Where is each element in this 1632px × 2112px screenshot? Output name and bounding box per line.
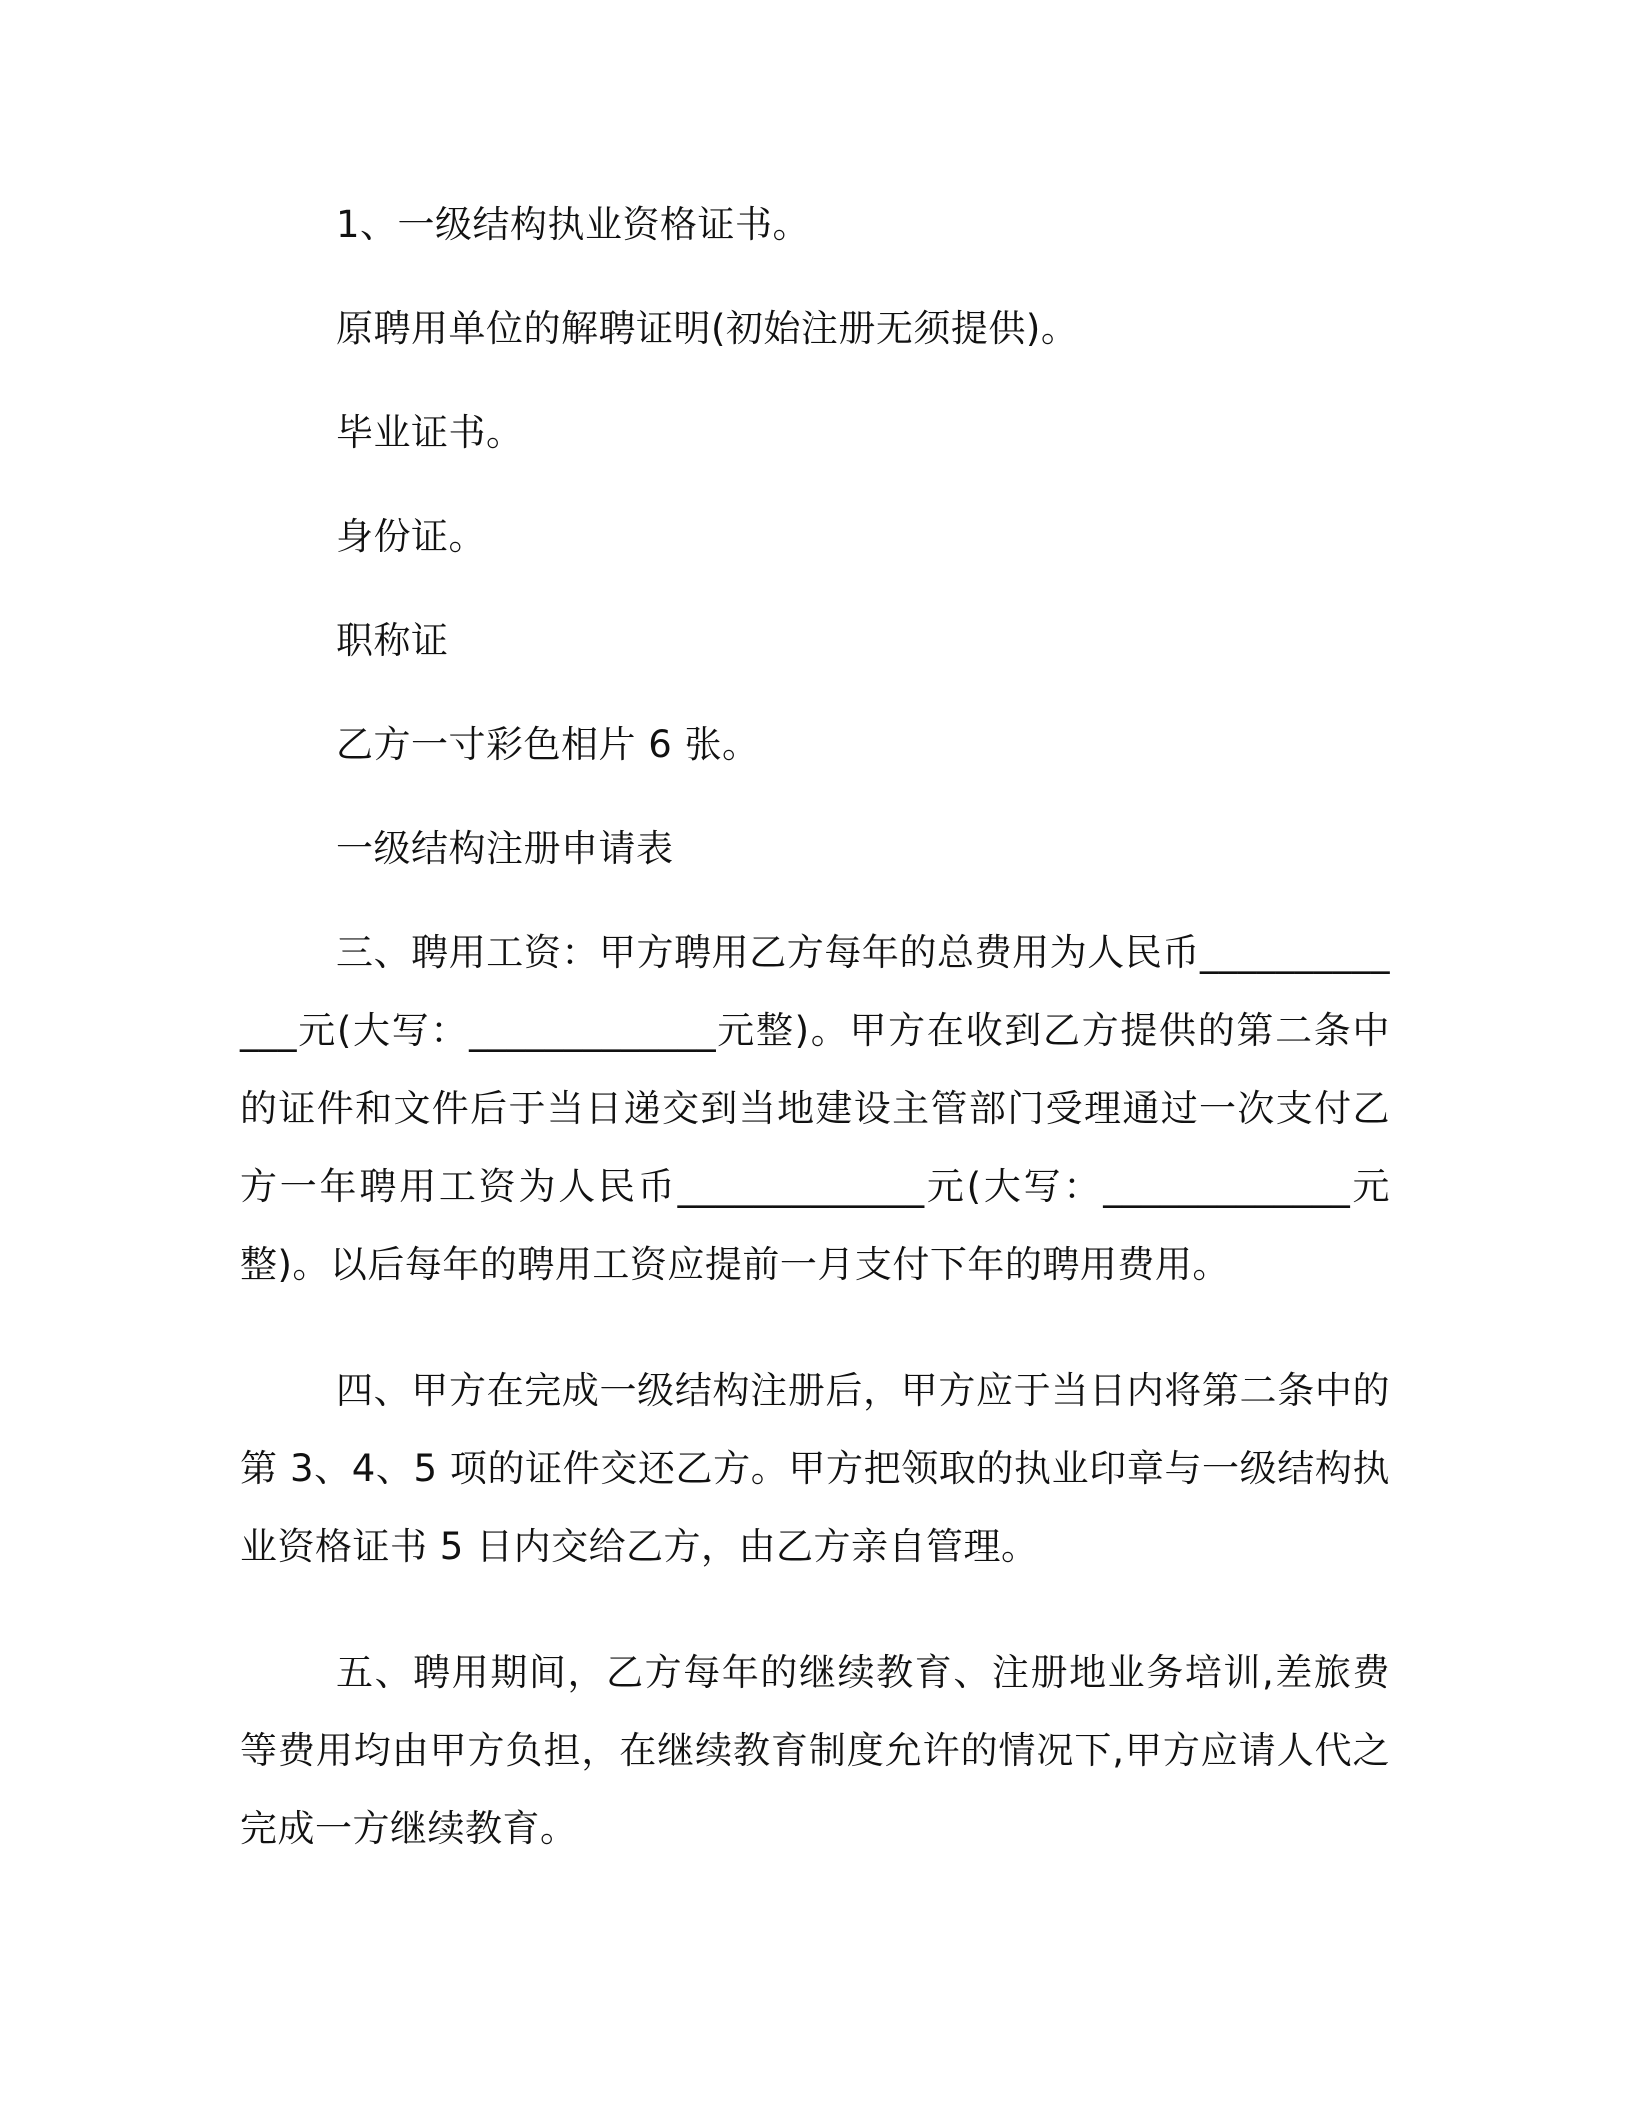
list-item-application-form: 一级结构注册申请表 <box>336 827 674 870</box>
list-item-title-certificate: 职称证 <box>336 619 449 662</box>
paragraph-registration: 四、甲方在完成一级结构注册后，甲方应于当日内将第二条中的第 3、4、5 项的证件交还乙方。甲方把领取的执业印章与一级结构执业资格证书 5 日内交给乙方，由乙方亲自管理。 <box>240 1369 1390 1568</box>
list-item-certificate: 1、一级结构执业资格证书。 <box>336 203 811 246</box>
document-body <box>240 186 1390 1868</box>
list-item-id-card: 身份证。 <box>336 515 486 558</box>
list-item-photos: 乙方一寸彩色相片 6 张。 <box>336 723 760 766</box>
paragraph-salary: 三、聘用工资：甲方聘用乙方每年的总费用为人民币_____________元(大写：_____________元整)。甲方在收到乙方提供的第二条中的证件和文件后于当日递交到当地建设主管部门受理通过一次支付乙方一年聘用工资为人民币_____________元(大写：_____________元整)。以后每年的聘用工资应提前一月支付下年的聘用费用。 <box>240 931 1390 1286</box>
list-item-diploma: 毕业证书。 <box>336 411 524 454</box>
paragraph-education: 五、聘用期间，乙方每年的继续教育、注册地业务培训,差旅费等费用均由甲方负担，在继续教育制度允许的情况下,甲方应请人代之完成一方继续教育。 <box>240 1651 1390 1850</box>
list-item-dismissal-proof: 原聘用单位的解聘证明(初始注册无须提供)。 <box>336 307 1079 350</box>
